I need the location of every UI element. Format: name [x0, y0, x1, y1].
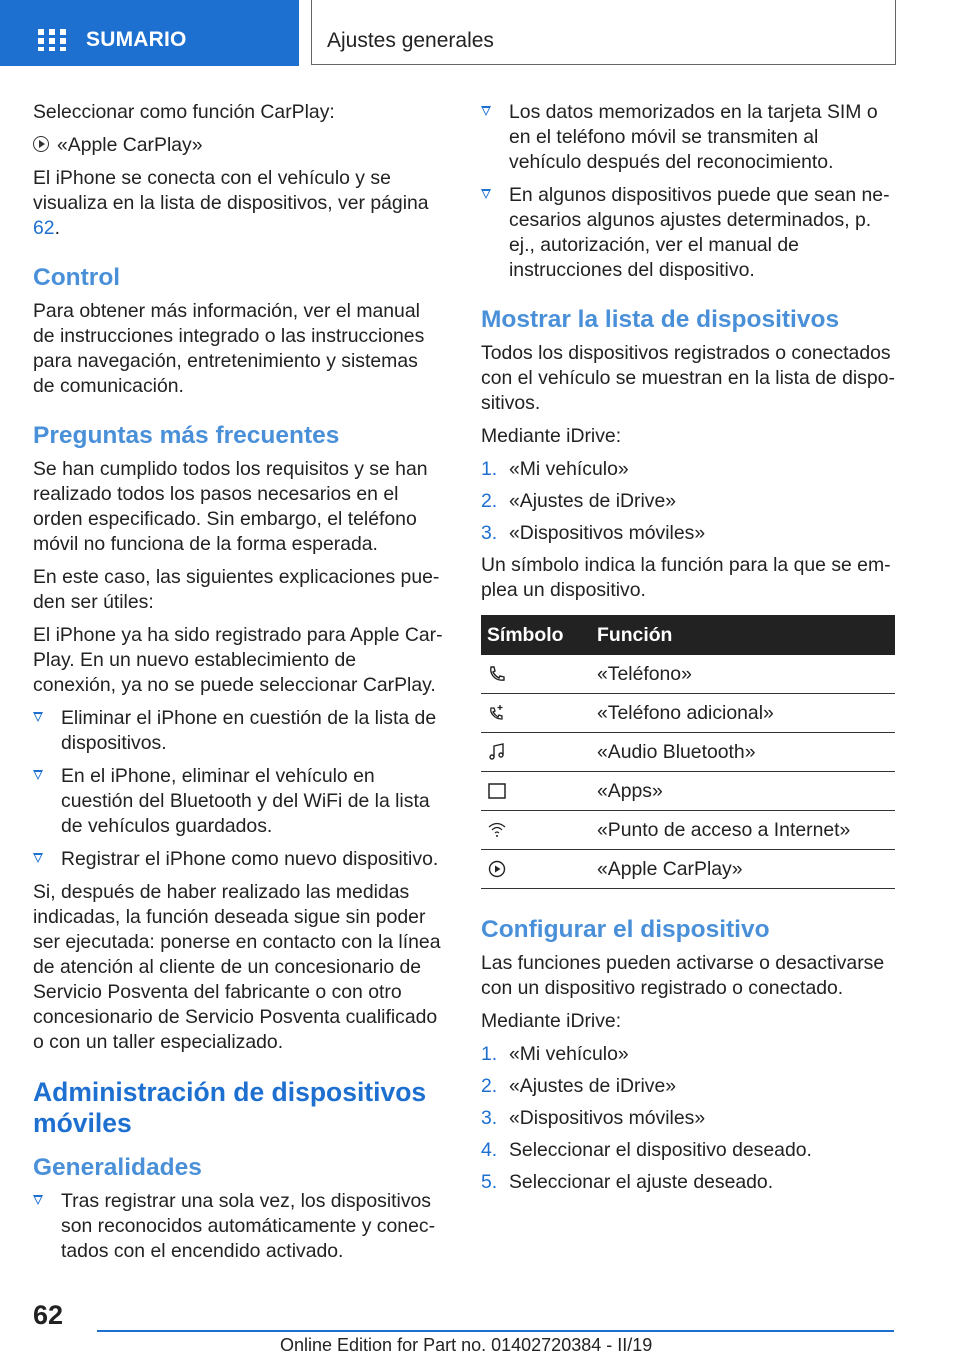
function-cell: «Punto de acceso a Internet» — [591, 811, 895, 850]
edition-text: Online Edition for Part no. 01402720384 - II/19 — [280, 1335, 653, 1355]
bullet-text: Tras registrar una sola vez, los dispositivos son reconocidos automáticamente y conectados con el encendido activado. — [61, 1190, 436, 1262]
function-cell: «Apple CarPlay» — [591, 850, 895, 889]
faq-paragraph: El iPhone ya ha sido registrado para Apple CarPlay. En un nuevo establecimiento de conexión, ya no se puede seleccionar CarPlay. — [33, 624, 443, 696]
bullet-text: En el iPhone, eliminar el vehículo en cuestión del Bluetooth y del WiFi de la lista de vehículos guardados. — [61, 765, 430, 837]
step-item — [481, 1074, 895, 1099]
intro-period: . — [54, 217, 60, 239]
symbol-cell — [481, 694, 591, 733]
left-column — [33, 100, 443, 1272]
step-item — [481, 1170, 895, 1195]
carplay-icon — [33, 136, 49, 152]
page-link[interactable]: 62 — [33, 217, 55, 239]
sumario-button[interactable] — [0, 0, 299, 66]
bullet-text: En algunos dispositivos puede que sean necesarios algunos ajustes determinados, p. ej., autorización, ver el manual de instrucciones del dispositivo. — [509, 184, 890, 281]
carplay-item-label: «Apple CarPlay» — [57, 134, 203, 156]
admin-heading: Administración de dispositivos móviles — [33, 1077, 427, 1138]
show-list-heading: Mostrar la lista de dispositivos — [481, 306, 840, 333]
symbol-cell — [481, 811, 591, 850]
carplay-item — [33, 133, 443, 158]
table-row — [481, 811, 895, 850]
section-title: Ajustes generales — [327, 29, 494, 52]
triangle-bullet-icon — [481, 106, 491, 116]
symbol-cell — [481, 733, 591, 772]
step-number: 1. — [481, 1043, 498, 1065]
triangle-bullet-icon — [33, 712, 43, 722]
symbol-table — [481, 615, 895, 889]
bullet-item — [481, 100, 895, 175]
additional-phone-icon — [487, 703, 507, 723]
bullet-text: Registrar el iPhone como nuevo dispositivo. — [61, 848, 439, 870]
table-row — [481, 850, 895, 889]
function-cell: «Apps» — [591, 772, 895, 811]
step-item — [481, 521, 895, 546]
step-text: «Dispositivos móviles» — [509, 522, 706, 544]
column-header-symbol: Símbolo — [481, 615, 591, 655]
step-text: «Dispositivos móviles» — [509, 1107, 706, 1129]
step-number: 3. — [481, 1107, 498, 1129]
configure-text: Las funciones pueden activarse o desactivarse con un dispositivo registrado o conectado. — [481, 952, 885, 999]
triangle-bullet-icon — [33, 853, 43, 863]
step-number: 4. — [481, 1139, 498, 1161]
section-tab[interactable] — [311, 0, 896, 65]
page-number: 62 — [33, 1300, 64, 1330]
symbol-cell — [481, 772, 591, 811]
faq-paragraph: Si, después de haber realizado las medidas indicadas, la función deseada sigue sin poder ser ejecutada: ponerse en contacto con la línea de atención al cliente de un concesionario de Servicio Posventa del fabricante o con otro concesionario de Servicio Posventa cualificado o con un taller especializado. — [33, 881, 441, 1053]
step-item — [481, 489, 895, 514]
bullet-item — [33, 1189, 443, 1264]
bullet-text: Los datos memorizados en la tarjeta SIM o en el teléfono móvil se transmiten al vehículo después del reconocimiento. — [509, 101, 878, 173]
idrive-label: Mediante iDrive: — [481, 1010, 622, 1032]
triangle-bullet-icon — [481, 189, 491, 199]
bullet-text: Eliminar el iPhone en cuestión de la lista de dispositivos. — [61, 707, 437, 754]
bullet-item — [33, 764, 443, 839]
step-number: 2. — [481, 1075, 498, 1097]
step-text: «Ajustes de iDrive» — [509, 490, 677, 512]
grid-menu-icon — [38, 29, 66, 51]
function-cell: «Audio Bluetooth» — [591, 733, 895, 772]
music-note-icon — [487, 742, 507, 762]
wifi-hotspot-icon — [487, 820, 507, 840]
step-number: 1. — [481, 458, 498, 480]
step-item — [481, 457, 895, 482]
step-text: «Mi vehículo» — [509, 1043, 629, 1065]
triangle-bullet-icon — [33, 770, 43, 780]
table-row — [481, 694, 895, 733]
step-item — [481, 1106, 895, 1131]
step-text: Seleccionar el ajuste deseado. — [509, 1171, 774, 1193]
symbol-cell — [481, 850, 591, 889]
triangle-bullet-icon — [33, 1195, 43, 1205]
step-number: 3. — [481, 522, 498, 544]
carplay-intro: Seleccionar como función CarPlay: — [33, 101, 335, 123]
step-text: «Ajustes de iDrive» — [509, 1075, 677, 1097]
faq-heading: Preguntas más frecuentes — [33, 422, 340, 449]
table-row — [481, 772, 895, 811]
right-column — [481, 100, 895, 1202]
column-header-function: Función — [591, 615, 895, 655]
function-cell: «Teléfono» — [591, 655, 895, 694]
step-text: Seleccionar el dispositivo deseado. — [509, 1139, 812, 1161]
carplay-icon — [487, 859, 507, 879]
phone-icon — [487, 664, 507, 684]
bullet-item — [481, 183, 895, 283]
bullet-item — [33, 706, 443, 756]
symbol-cell — [481, 655, 591, 694]
top-bar — [0, 0, 960, 66]
control-text: Para obtener más información, ver el manual de instrucciones integrado o las instrucciones para navegación, entretenimiento y sistemas de comunicación. — [33, 300, 425, 397]
sumario-label: SUMARIO — [86, 28, 187, 51]
step-item — [481, 1042, 895, 1067]
idrive-label: Mediante iDrive: — [481, 425, 622, 447]
table-row — [481, 655, 895, 694]
step-number: 5. — [481, 1171, 498, 1193]
symbol-intro: Un símbolo indica la función para la que se emplea un dispositivo. — [481, 554, 891, 601]
function-cell: «Teléfono adicional» — [591, 694, 895, 733]
step-text: «Mi vehículo» — [509, 458, 629, 480]
show-list-text: Todos los dispositivos registrados o conectados con el vehículo se muestran en la lista de dispositivos. — [481, 342, 895, 414]
control-heading: Control — [33, 264, 121, 291]
step-item — [481, 1138, 895, 1163]
apps-icon — [487, 781, 507, 801]
footer-divider — [97, 1330, 894, 1332]
faq-paragraph: Se han cumplido todos los requisitos y se han realizado todos los pasos necesarios en el orden especificado. Sin embargo, el teléfono móvil no funciona de la forma esperada. — [33, 458, 428, 555]
intro-text: El iPhone se conecta con el vehículo y se visualiza en la lista de dispositivos, ver página — [33, 167, 429, 214]
configure-heading: Configurar el dispositivo — [481, 916, 770, 943]
faq-paragraph: En este caso, las siguientes explicaciones pueden ser útiles: — [33, 566, 440, 613]
bullet-item — [33, 847, 443, 872]
step-number: 2. — [481, 490, 498, 512]
general-heading: Generalidades — [33, 1154, 202, 1181]
intro-paragraph — [33, 166, 443, 241]
table-header-row — [481, 615, 895, 655]
table-row — [481, 733, 895, 772]
